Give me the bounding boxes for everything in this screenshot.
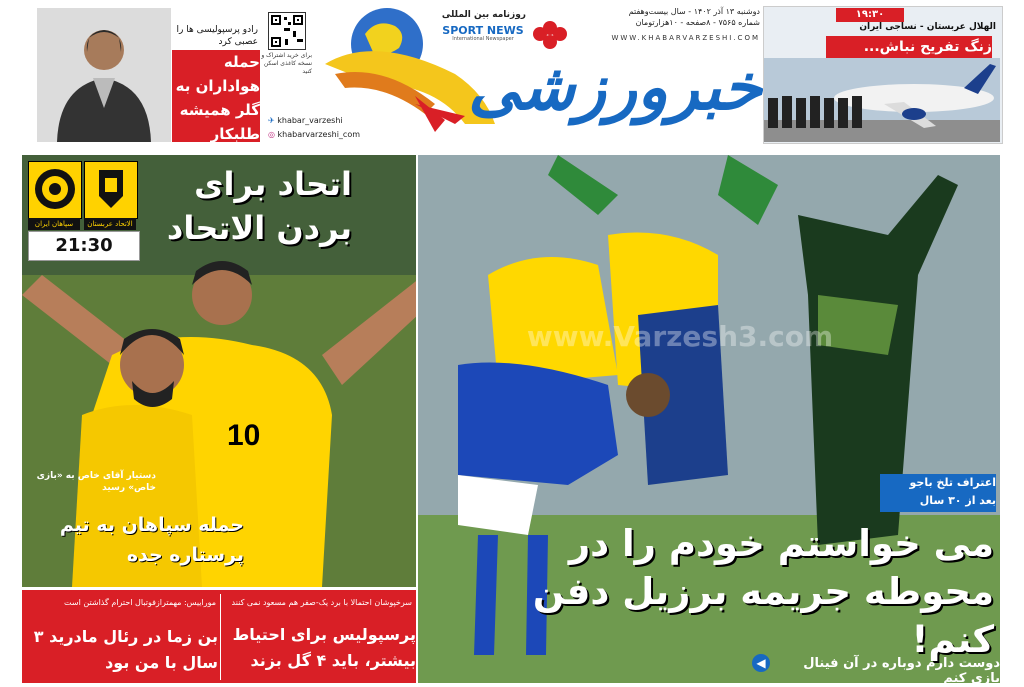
airplane-illustration [764,58,1000,142]
brand-title: خبرورزشی [468,50,762,125]
promo-match-teams: الهلال عربستان - نساجی ایران [859,22,996,32]
issue-info [590,6,760,28]
left-story-headline[interactable]: اتحاد برای بردن الاتحاد [166,165,352,247]
sportnews-label: SPORT NEWS [442,24,524,37]
issue-date-line: دوشنبه ۱۳ آذر ۱۴۰۲ - سال بیست‌وهفتم [628,7,760,16]
goalkeeper-photo [37,8,171,142]
qr-caption: برای خرید اشتراک و نسخه کاغذی اسکن کنید [261,52,312,75]
left-story-lede: دستیار آقای خاص به «بازی خاص» رسید [36,471,156,493]
main-story-quote: دوست دارم دوباره در آن فینال بازی کنم [803,656,1000,686]
kicker-line-2: بعد از ۳۰ سال [919,494,996,507]
telegram-icon: ✈ [268,116,278,125]
sportnews-sub-label: International Newspaper [452,36,514,42]
perspolis-story-headline[interactable]: پرسپولیس برای احتیاط بیشتر، باید ۴ گل بزند [232,625,416,670]
telegram-handle-text: khabar_varzeshi [277,116,343,125]
arrow-left-icon[interactable]: ◀ [752,654,770,672]
person-silhouette [37,8,171,142]
instagram-icon: ◎ [268,130,278,139]
qr-code-icon [269,13,305,49]
main-story-headline[interactable]: می خواستم خودم را در محوطه جریمه برزیل دفن کنم! [532,522,994,661]
main-story-kicker [880,474,996,512]
left-story-subhead[interactable]: حمله سپاهان به تیم پرستاره جده [59,514,244,566]
svg-text:10: 10 [227,419,261,452]
issue-number-line: شماره ۷۵۶۵ - ۸صفحه - ۱۰هزارتومان [635,18,760,27]
top-left-promo-lede: رادو پرسپولیسی ها را عصبی کرد [176,25,258,47]
qr-code [268,12,306,50]
ittihad-crest-icon [85,162,137,218]
top-left-promo-headline[interactable]: حمله هواداران به گلر همیشه طلبکار [172,50,260,142]
website-url[interactable]: WWW.KHABARVARZESHI.COM [611,34,760,42]
morais-story-lede: موراییس: مهمترازفوتبال احترام گذاشتن است [64,598,216,607]
newspaper-type-label: روزنامه بین المللی [441,10,526,20]
instagram-handle-text: khabarvarzeshi_com [277,130,360,139]
promo-headline[interactable]: زنگ تفریح نباش... [826,36,992,58]
watermark: www.Varzesh3.com [526,320,834,353]
ittihad-logo [84,161,138,219]
perspolis-story-lede: سرخپوشان احتمالا با برد یک-صفر هم مسعود نمی کنند [231,598,412,607]
sepahan-crest-icon [29,162,81,218]
sepahan-logo [28,161,82,219]
promo-match-time: ۱۹:۳۰ [836,8,904,22]
bottom-divider [220,594,221,680]
match-time: 21:30 [28,231,140,261]
ittihad-label: الاتحاد عربستان [84,218,136,230]
team-plane-photo [764,58,1000,142]
morais-story-headline[interactable]: بن زما در رئال مادرید ۳ سال با من بود [33,627,218,672]
sepahan-label: سپاهان ایران [28,218,80,230]
kicker-line-1: اعتراف تلخ باجو [909,476,996,489]
